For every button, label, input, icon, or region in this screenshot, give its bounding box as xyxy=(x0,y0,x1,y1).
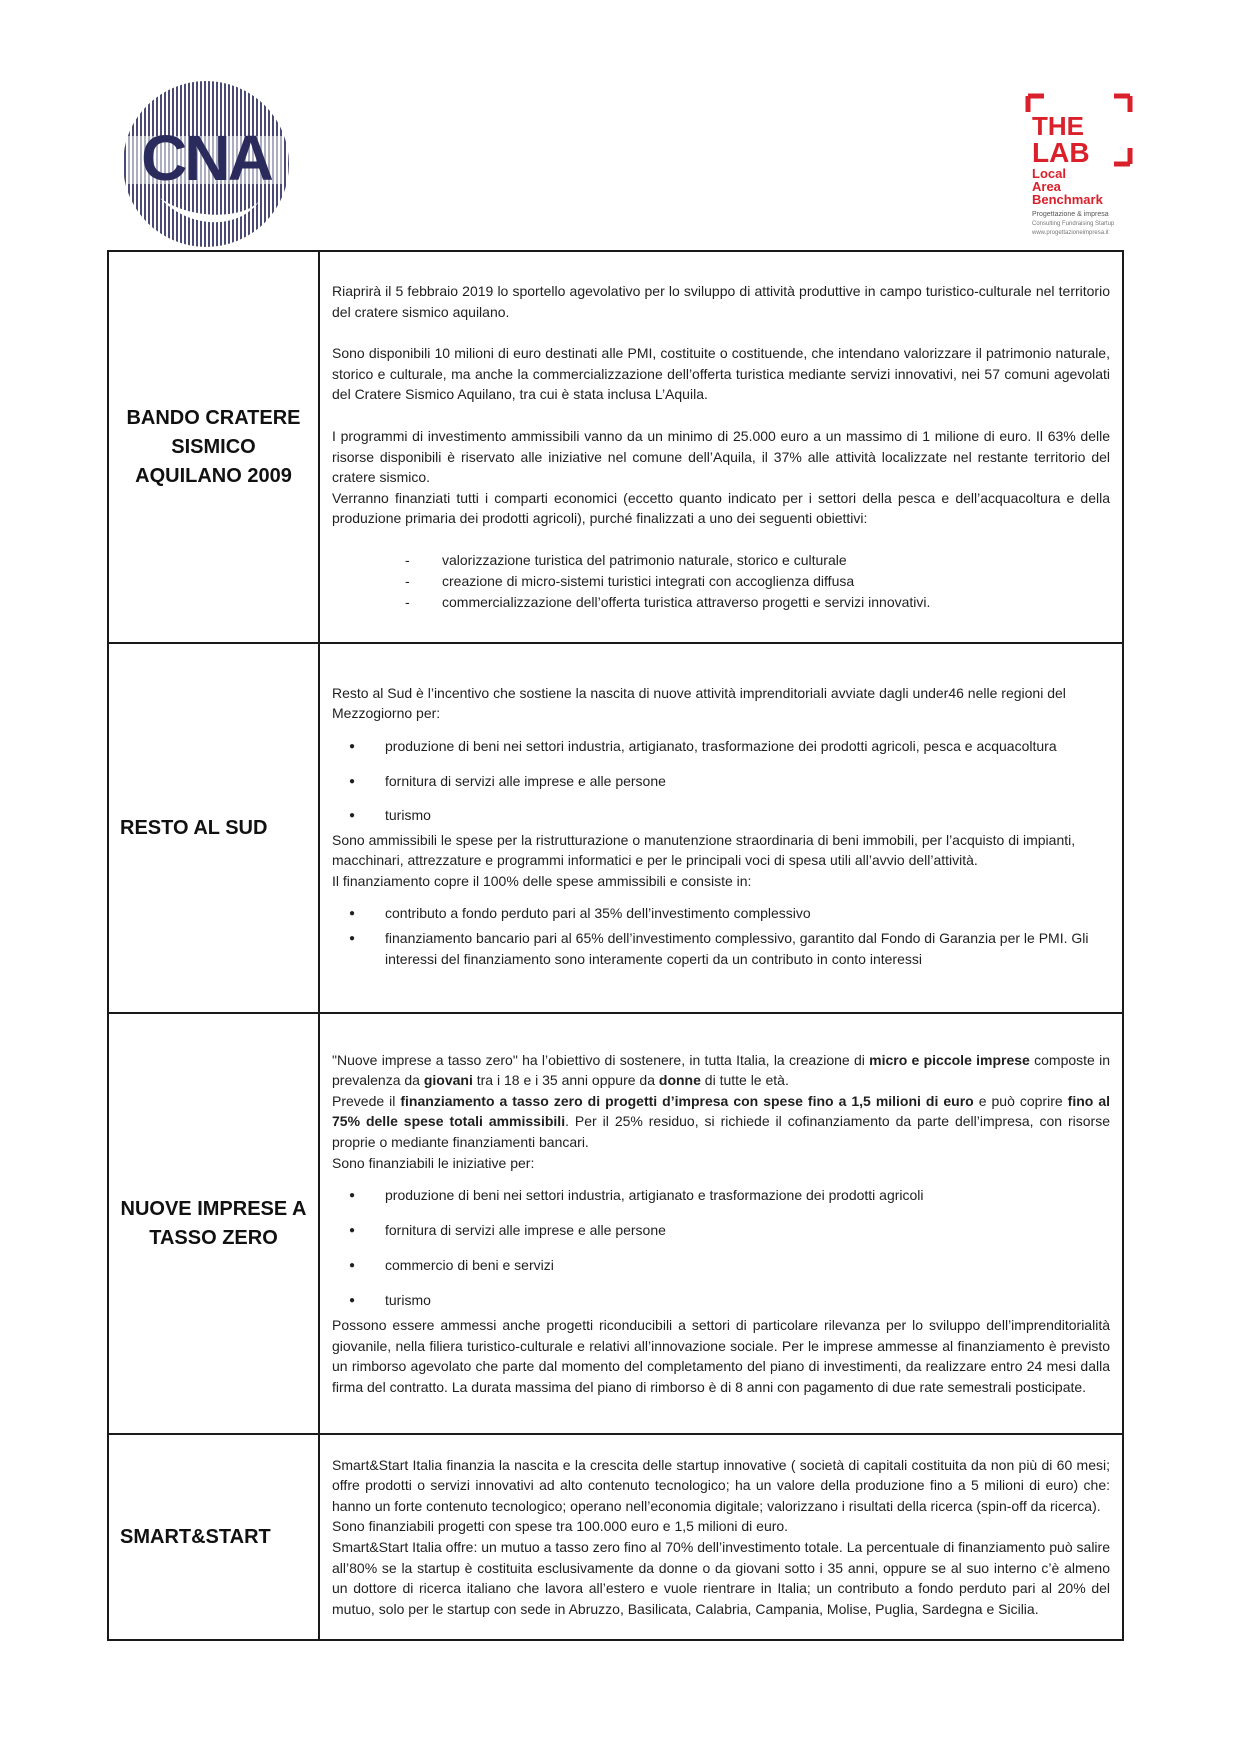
paragraph: Sono finanziabili progetti con spese tra 100.000 euro e 1,5 milioni di euro. xyxy=(332,1518,789,1535)
the-lab-logo xyxy=(1024,92,1134,242)
sectors-list xyxy=(332,736,1110,826)
the-lab-bracket-icon xyxy=(1024,92,1134,242)
the-lab-line5: Benchmark xyxy=(1032,192,1103,207)
paragraph: Sono disponibili 10 milioni di euro destinati alle PMI, costituite o costituende, che intendano valorizzare il patrimonio naturale, storico e culturale, ma anche la commercializzazione dell’offerta turistica mediante servizi innovativi, nei 57 comuni agevolati del Cratere Sismico Aquilano, tra cui è stata inclusa L’Aquila. xyxy=(332,345,1110,403)
table-row xyxy=(108,1434,1123,1640)
list-item: ● produzione di beni nei settori industria, artigianato, trasformazione dei prodotti agricoli, pesca e acquacoltura xyxy=(385,736,1110,757)
list-item: - commercializzazione dell’offerta turistica attraverso progetti e servizi innovativi. xyxy=(442,592,1110,613)
paragraph: Il finanziamento copre il 100% delle spese ammissibili e consiste in: xyxy=(332,872,752,889)
row-content xyxy=(319,643,1123,1013)
list-item: ● commercio di beni e servizi xyxy=(385,1255,1110,1276)
paragraph: Possono essere ammessi anche progetti riconducibili a settori di particolare rilevanza per lo sviluppo dell’imprenditorialità giovanile, nella filiera turistico-culturale e relativi all’innovazione sociale. Per le imprese ammesse al finanziamento è previsto un rimborso agevolato che parte dal momento del completamento del piano di investimenti, da realizzare entro 24 mesi dalla firma del contratto. La durata massima del piano di rimborso è di 8 anni con pagamento di due rate semestrali posticipate. xyxy=(332,1317,1110,1395)
the-lab-line3: Local xyxy=(1032,166,1066,181)
row-content xyxy=(319,1013,1123,1434)
paragraph: "Nuove imprese a tasso zero" ha l’obiettivo di sostenere, in tutta Italia, la creazione di micro e piccole imprese composte in prevalenza da giovani tra i 18 e i 35 anni oppure da donne di tutte le età. xyxy=(332,1051,1110,1089)
paragraph: Smart&Start Italia offre: un mutuo a tasso zero fino al 70% dell’investimento totale. La percentuale di finanziamento può salire all’80% se la startup è costituita esclusivamente da donne o da giovani sotto i 35 anni, oppure se al suo interno c’è almeno un dottore di ricerca italiano che lavora all’estero e vuole rientrare in Italia; un contributo a fondo perduto pari al 20% del mutuo, solo per le startup con sede in Abruzzo, Basilicata, Calabria, Campania, Molise, Puglia, Sardegna e Sicilia. xyxy=(332,1539,1110,1617)
incentives-table xyxy=(107,250,1124,1641)
paragraph: Riaprirà il 5 febbraio 2019 lo sportello agevolativo per lo sviluppo di attività produttive in campo turistico-culturale nel territorio del cratere sismico aquilano. xyxy=(332,283,1110,320)
list-item: - creazione di micro-sistemi turistici integrati con accoglienza diffusa xyxy=(442,571,1110,592)
list-item: ● fornitura di servizi alle imprese e alle persone xyxy=(385,1220,1110,1241)
list-item: ● turismo xyxy=(385,1290,1110,1311)
the-lab-line4: Area xyxy=(1032,179,1061,194)
row-label: NUOVE IMPRESE A TASSO ZERO xyxy=(108,1013,319,1434)
cna-logo xyxy=(120,80,292,248)
row-content xyxy=(319,251,1123,643)
paragraph: I programmi di investimento ammissibili vanno da un minimo di 25.000 euro a un massimo di 1 milione di euro. Il 63% delle risorse disponibili è riservato alle iniziative nel comune dell’Aquila, il 37% alle attività localizzate nel restante territorio del cratere sismico. xyxy=(332,428,1110,486)
list-item: ● turismo xyxy=(385,805,1110,826)
list-item: ● contributo a fondo perduto pari al 35% dell’investimento complessivo xyxy=(385,903,1110,924)
list-item: ● produzione di beni nei settori industria, artigianato e trasformazione dei prodotti agricoli xyxy=(385,1185,1110,1206)
the-lab-line8: www.progettazioneimpresa.it xyxy=(1032,230,1109,236)
table-row xyxy=(108,1013,1123,1434)
cna-logo-text: CNA xyxy=(141,122,271,194)
paragraph: Resto al Sud è l’incentivo che sostiene la nascita di nuove attività imprenditoriali avviate dagli under46 nelle regioni del Mezzogiorno per: xyxy=(332,684,1066,722)
paragraph: Verranno finanziati tutti i comparti economici (eccetto quanto indicato per i settori della pesca e dell’acquacoltura e della produzione primaria dei prodotti agricoli), purché finalizzati a uno dei seguenti obiettivi: xyxy=(332,489,1110,527)
list-item: - valorizzazione turistica del patrimonio naturale, storico e culturale xyxy=(442,550,1110,571)
table-row xyxy=(108,251,1123,643)
the-lab-line1: THE xyxy=(1032,111,1084,141)
list-item: ● finanziamento bancario pari al 65% dell’investimento complessivo, garantito dal Fondo di Garanzia per le PMI. Gli interessi del finanziamento sono interamente coperti da un contributo in conto interessi xyxy=(385,928,1110,969)
paragraph: Smart&Start Italia finanzia la nascita e la crescita delle startup innovative ( società di capitali costituita da non più di 60 mesi; offre prodotti o servizi innovativi ad alto contenuto tecnologico; ha un valore della produzione fino a 5 milioni di euro) che: hanno un forte contenuto tecnologico; operano nell’economia digitale; valorizzano i risultati della ricerca (spin-off da ricerca). xyxy=(332,1456,1110,1514)
paragraph: Prevede il finanziamento a tasso zero di progetti d’impresa con spese fino a 1,5 milioni di euro e può coprire fino al 75% delle spese totali ammissibili. Per il 25% residuo, si richiede il cofinanziamento da parte dell’impresa, con risorse proprie o mediante finanziamenti bancari. xyxy=(332,1092,1111,1150)
the-lab-line2: LAB xyxy=(1032,137,1090,168)
list-item: ● fornitura di servizi alle imprese e alle persone xyxy=(385,771,1110,792)
paragraph: Sono finanziabili le iniziative per: xyxy=(332,1154,535,1171)
the-lab-line6: Progettazione & impresa xyxy=(1032,211,1109,218)
row-label: SMART&START xyxy=(108,1434,319,1640)
row-label: BANDO CRATERE SISMICO AQUILANO 2009 xyxy=(108,251,319,643)
initiatives-list xyxy=(332,1185,1110,1311)
table-row xyxy=(108,643,1123,1013)
row-content xyxy=(319,1434,1123,1640)
financing-list xyxy=(332,903,1110,969)
objectives-list xyxy=(332,550,1110,613)
paragraph: Sono ammissibili le spese per la ristrutturazione o manutenzione straordinaria di beni immobili, per l’acquisto di impianti, macchinari, attrezzature e programmi informatici e per le principali voci di spesa utili all’avvio dell’attività. xyxy=(332,831,1076,869)
row-label: RESTO AL SUD xyxy=(108,643,319,1013)
the-lab-line7: Consulting Fundraising Startup xyxy=(1032,221,1115,227)
